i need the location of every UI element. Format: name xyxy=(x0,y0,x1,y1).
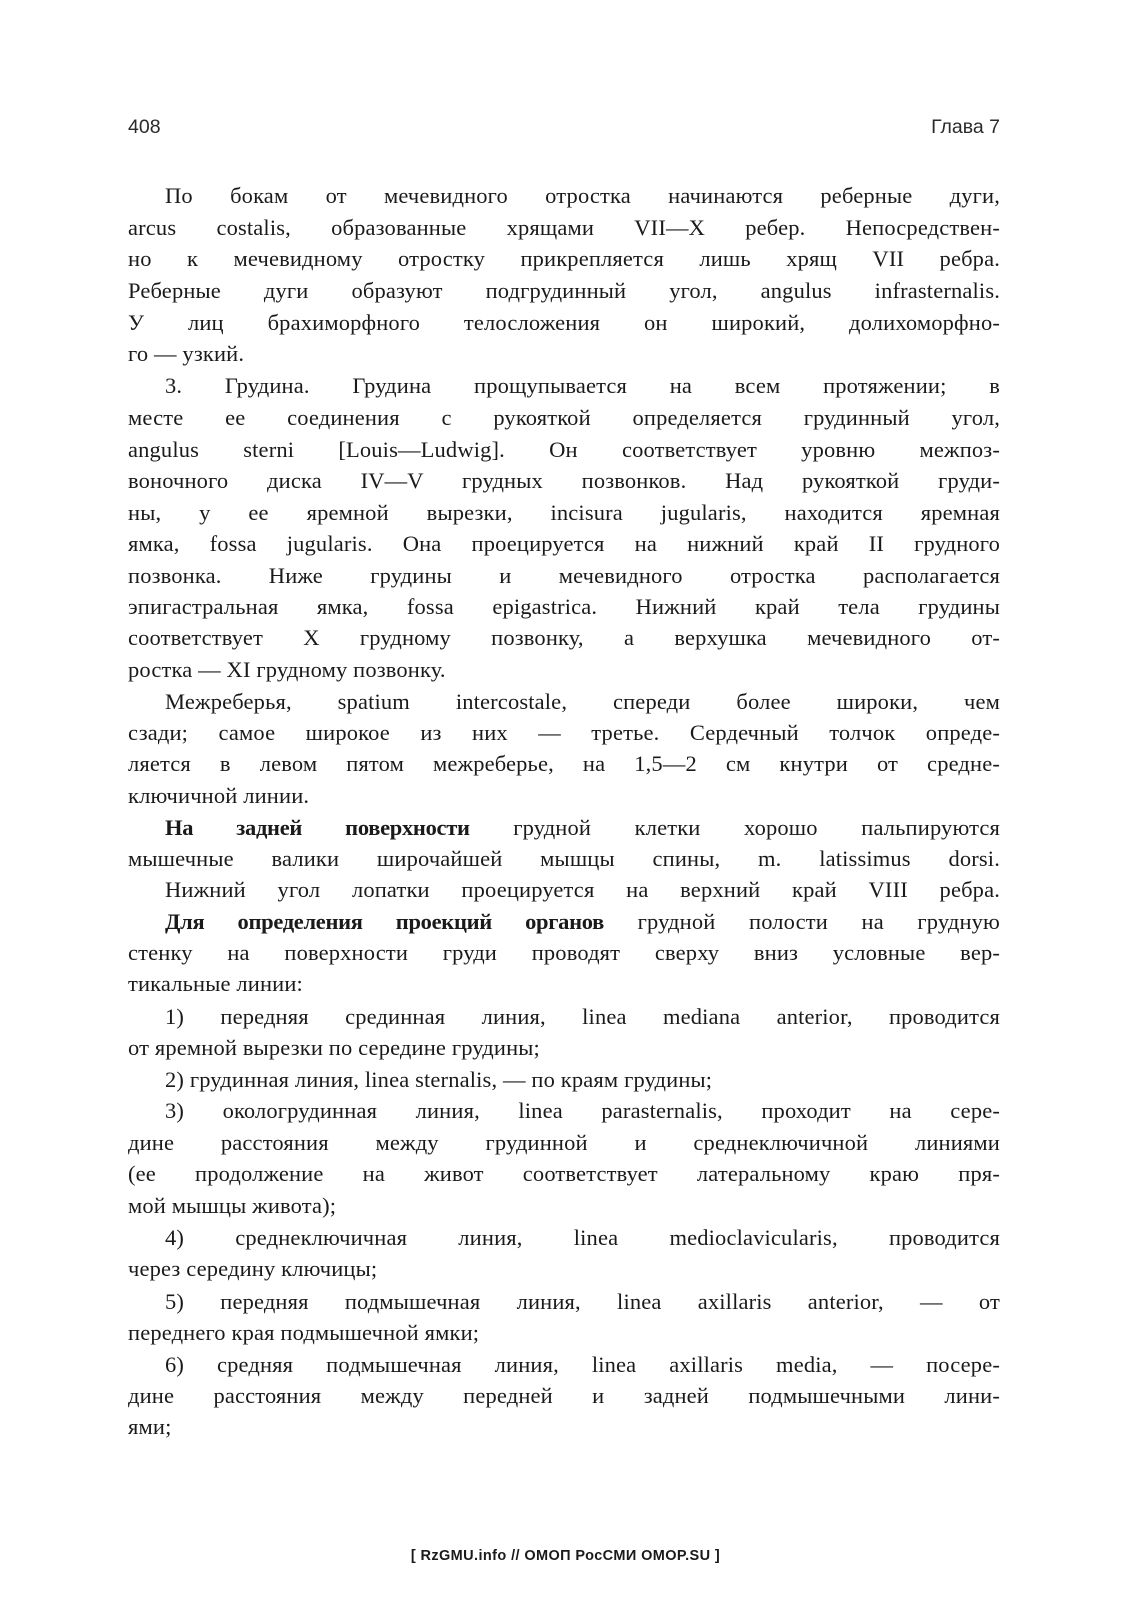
watermark-footer: [ RzGMU.info // ОМОП РосСМИ OMOP.SU ] xyxy=(410,1548,721,1564)
text-line: Нижний угол лопатки проецируется на верхний край VIII ребра. xyxy=(165,877,1000,902)
text-line: 2) грудинная линия, linea sternalis, — по краям грудины; xyxy=(165,1067,713,1092)
text-line: ями; xyxy=(128,1414,172,1439)
text-line: 6) средняя подмышечная линия, linea axillaris media, — посере- xyxy=(165,1352,1000,1377)
text-line: ны, у ее яремной вырезки, incisura jugularis, находится яремная xyxy=(128,500,1000,525)
text-line: но к мечевидному отростку прикрепляется лишь хрящ VII ребра. xyxy=(128,246,1000,271)
text-line: позвонка. Ниже грудины и мечевидного отростка располагается xyxy=(128,563,1000,588)
text-line: переднего края подмышечной ямки; xyxy=(128,1320,480,1345)
page-number: 408 xyxy=(128,116,161,138)
text-line: 4) среднеключичная линия, linea medioclavicularis, проводится xyxy=(165,1225,1000,1250)
text-line: сзади; самое широкое из них — третье. Сердечный толчок опреде- xyxy=(128,720,1000,745)
text-line: ключичной линии. xyxy=(128,783,310,808)
text-line: angulus sterni [Louis—Ludwig]. Он соответствует уровню межпоз- xyxy=(128,437,1000,462)
text-line: Межреберья, spatium intercostale, спереди более широки, чем xyxy=(165,689,1000,714)
text-line: мышечные валики широчайшей мышцы спины, m. latissimus dorsi. xyxy=(128,846,1000,871)
text-line: 3. Грудина. Грудина прощупывается на всем протяжении; в xyxy=(165,373,1000,398)
text-line: arcus costalis, образованные хрящами VII—X ребер. Непосредствен- xyxy=(128,215,1000,240)
text-line: 5) передняя подмышечная линия, linea axillaris anterior, — от xyxy=(165,1289,1000,1314)
text-line: соответствует X грудному позвонку, а верхушка мечевидного от- xyxy=(128,625,1000,650)
text-line: 3) окологрудинная линия, linea parasternalis, проходит на сере- xyxy=(165,1098,1000,1123)
text-line: ляется в левом пятом межреберье, на 1,5—2 см кнутри от средне- xyxy=(128,751,1000,776)
text-line: через середину ключицы; xyxy=(128,1256,378,1281)
text-line: дине расстояния между передней и задней подмышечными лини- xyxy=(128,1383,1000,1408)
text-line: месте ее соединения с рукояткой определяется грудинный угол, xyxy=(128,405,1000,430)
text-line: У лиц брахиморфного телосложения он широкий, долихоморфно- xyxy=(128,310,1000,335)
text-line: дине расстояния между грудинной и среднеключичной линиями xyxy=(128,1130,1000,1155)
text-line: тикальные линии: xyxy=(128,971,303,996)
text-line: ямка, fossa jugularis. Она проецируется на нижний край II грудного xyxy=(128,531,1000,556)
text-line: На задней поверхности грудной клетки хорошо пальпируются xyxy=(165,815,1001,840)
bold-lead: На задней поверхности xyxy=(165,815,470,840)
text-line: эпигастральная ямка, fossa epigastrica. Нижний край тела грудины xyxy=(128,594,1000,619)
text-line: Для определения проекций органов грудной полости на грудную xyxy=(165,909,1001,934)
text-line: от яремной вырезки по середине грудины; xyxy=(128,1035,540,1060)
text-line: стенку на поверхности груди проводят сверху вниз условные вер- xyxy=(128,940,1000,965)
text-line: воночного диска IV—V грудных позвонков. Над рукояткой груди- xyxy=(128,468,1000,493)
text-line: мой мышцы живота); xyxy=(128,1193,337,1218)
page-header xyxy=(128,116,1000,146)
text-line: Реберные дуги образуют подгрудинный угол, angulus infrasternalis. xyxy=(128,278,1000,303)
chapter-label: Глава 7 xyxy=(931,116,1000,138)
text-line: го — узкий. xyxy=(128,341,245,366)
bold-lead: Для определения проекций органов xyxy=(165,909,605,934)
text-line: (ее продолжение на живот соответствует латеральному краю пря- xyxy=(128,1161,1000,1186)
text-line: ростка — XI грудному позвонку. xyxy=(128,657,446,682)
text-line: 1) передняя срединная линия, linea mediana anterior, проводится xyxy=(165,1004,1000,1029)
text-line: По бокам от мечевидного отростка начинаются реберные дуги, xyxy=(165,183,1000,208)
